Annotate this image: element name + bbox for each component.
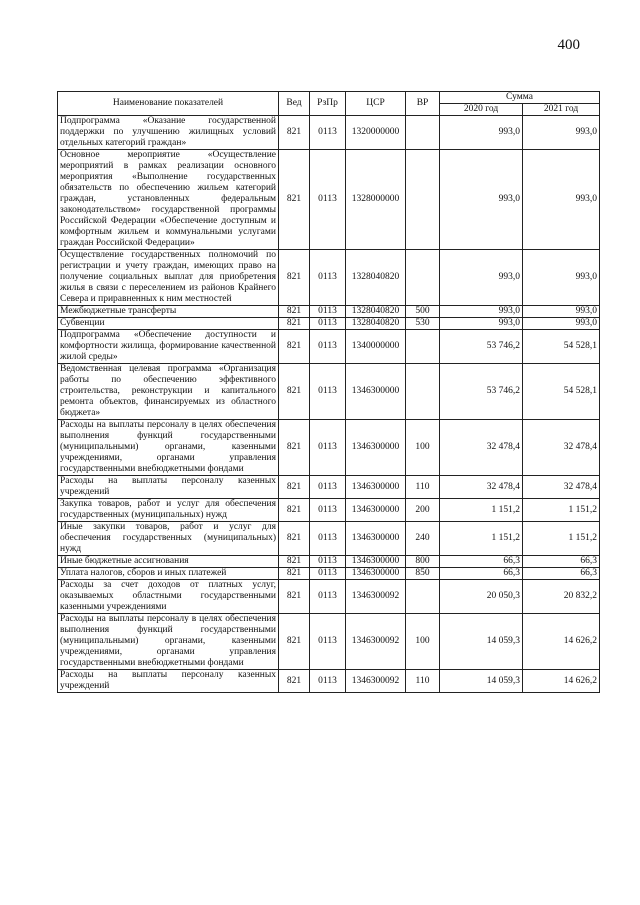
row-name-cell: Подпрограмма «Оказание государственной поддержки по улучшению жилищных условий отдельных категорий граждан» xyxy=(58,116,279,150)
row-2021-cell: 1 151,2 xyxy=(523,522,600,556)
table-row xyxy=(58,614,600,670)
header-ved: Вед xyxy=(279,92,310,116)
row-csr-cell: 1346300092 xyxy=(346,580,406,614)
row-csr-cell: 1328000000 xyxy=(346,150,406,250)
table-row xyxy=(58,420,600,476)
row-csr-cell: 1328040820 xyxy=(346,306,406,318)
row-2020-cell: 32 478,4 xyxy=(440,420,523,476)
table-row xyxy=(58,116,600,150)
row-rzpr-cell: 0113 xyxy=(310,556,346,568)
row-2020-cell: 1 151,2 xyxy=(440,499,523,522)
table-row xyxy=(58,250,600,306)
row-vr-cell: 240 xyxy=(406,522,440,556)
row-rzpr-cell: 0113 xyxy=(310,476,346,499)
row-ved-cell: 821 xyxy=(279,250,310,306)
row-2021-cell: 14 626,2 xyxy=(523,670,600,693)
row-2020-cell: 66,3 xyxy=(440,568,523,580)
table-row xyxy=(58,556,600,568)
row-2021-cell: 66,3 xyxy=(523,568,600,580)
row-ved-cell: 821 xyxy=(279,670,310,693)
row-2020-cell: 1 151,2 xyxy=(440,522,523,556)
row-2021-cell: 66,3 xyxy=(523,556,600,568)
row-ved-cell: 821 xyxy=(279,476,310,499)
row-name-cell: Субвенции xyxy=(58,318,279,330)
row-ved-cell: 821 xyxy=(279,522,310,556)
row-name-cell: Расходы за счет доходов от платных услуг, оказываемых областными государственными казенными учреждениями xyxy=(58,580,279,614)
row-rzpr-cell: 0113 xyxy=(310,364,346,420)
row-name-cell: Ведомственная целевая программа «Организация работы по обеспечению эффективного строительства, реконструкции и капитального ремонта объектов, финансируемых из областного бюджета» xyxy=(58,364,279,420)
table-row xyxy=(58,568,600,580)
table-row xyxy=(58,150,600,250)
row-rzpr-cell: 0113 xyxy=(310,499,346,522)
header-year-2021: 2021 год xyxy=(523,104,600,116)
row-2020-cell: 993,0 xyxy=(440,250,523,306)
row-2020-cell: 53 746,2 xyxy=(440,364,523,420)
row-csr-cell: 1328040820 xyxy=(346,318,406,330)
row-name-cell: Иные закупки товаров, работ и услуг для обеспечения государственных (муниципальных) нужд xyxy=(58,522,279,556)
row-name-cell: Расходы на выплаты персоналу в целях обеспечения выполнения функций государственными (муниципальными) органами, казенными учреждениями, органами управления государственными внебюджетными фондами xyxy=(58,420,279,476)
row-ved-cell: 821 xyxy=(279,306,310,318)
row-2020-cell: 993,0 xyxy=(440,116,523,150)
row-vr-cell: 800 xyxy=(406,556,440,568)
row-ved-cell: 821 xyxy=(279,614,310,670)
row-2021-cell: 54 528,1 xyxy=(523,330,600,364)
row-2021-cell: 20 832,2 xyxy=(523,580,600,614)
row-rzpr-cell: 0113 xyxy=(310,150,346,250)
row-name-cell: Расходы на выплаты персоналу казенных учреждений xyxy=(58,476,279,499)
table-row xyxy=(58,318,600,330)
row-csr-cell: 1346300000 xyxy=(346,420,406,476)
row-2021-cell: 14 626,2 xyxy=(523,614,600,670)
row-2020-cell: 53 746,2 xyxy=(440,330,523,364)
row-rzpr-cell: 0113 xyxy=(310,330,346,364)
row-name-cell: Расходы на выплаты персоналу в целях обеспечения выполнения функций государственными (муниципальными) органами, казенными учреждениями, органами управления государственными внебюджетными фондами xyxy=(58,614,279,670)
row-name-cell: Межбюджетные трансферты xyxy=(58,306,279,318)
row-name-cell: Иные бюджетные ассигнования xyxy=(58,556,279,568)
table-row xyxy=(58,364,600,420)
row-name-cell: Основное мероприятие «Осуществление мероприятий в рамках реализации основного мероприятия «Выполнение государственных обязательств по обеспечению жильем категорий граждан, установленных федеральным законодательством» государственной программы Российской Федерации «Обеспечение доступным и комфортным жильем и коммунальными услугами граждан Российской Федерации» xyxy=(58,150,279,250)
table-row xyxy=(58,306,600,318)
row-rzpr-cell: 0113 xyxy=(310,614,346,670)
row-ved-cell: 821 xyxy=(279,150,310,250)
row-csr-cell: 1346300000 xyxy=(346,556,406,568)
row-ved-cell: 821 xyxy=(279,556,310,568)
row-csr-cell: 1346300092 xyxy=(346,614,406,670)
row-rzpr-cell: 0113 xyxy=(310,116,346,150)
row-2020-cell: 66,3 xyxy=(440,556,523,568)
header-csr: ЦСР xyxy=(346,92,406,116)
row-2021-cell: 54 528,1 xyxy=(523,364,600,420)
table-row xyxy=(58,499,600,522)
row-vr-cell: 110 xyxy=(406,476,440,499)
table-row xyxy=(58,580,600,614)
row-vr-cell xyxy=(406,250,440,306)
row-rzpr-cell: 0113 xyxy=(310,522,346,556)
row-2020-cell: 32 478,4 xyxy=(440,476,523,499)
header-vr: ВР xyxy=(406,92,440,116)
header-rzpr: РзПр xyxy=(310,92,346,116)
row-vr-cell: 100 xyxy=(406,614,440,670)
row-rzpr-cell: 0113 xyxy=(310,568,346,580)
row-rzpr-cell: 0113 xyxy=(310,670,346,693)
row-vr-cell: 850 xyxy=(406,568,440,580)
row-2021-cell: 993,0 xyxy=(523,150,600,250)
row-name-cell: Расходы на выплаты персоналу казенных учреждений xyxy=(58,670,279,693)
row-ved-cell: 821 xyxy=(279,330,310,364)
row-ved-cell: 821 xyxy=(279,499,310,522)
row-2020-cell: 993,0 xyxy=(440,318,523,330)
row-2020-cell: 14 059,3 xyxy=(440,614,523,670)
table-row xyxy=(58,522,600,556)
row-2021-cell: 993,0 xyxy=(523,318,600,330)
row-name-cell: Закупка товаров, работ и услуг для обеспечения государственных (муниципальных) нужд xyxy=(58,499,279,522)
table-row xyxy=(58,476,600,499)
row-2021-cell: 993,0 xyxy=(523,116,600,150)
row-rzpr-cell: 0113 xyxy=(310,306,346,318)
row-2021-cell: 32 478,4 xyxy=(523,476,600,499)
row-ved-cell: 821 xyxy=(279,318,310,330)
row-vr-cell xyxy=(406,364,440,420)
row-2020-cell: 14 059,3 xyxy=(440,670,523,693)
header-sum: Сумма xyxy=(440,92,600,104)
row-csr-cell: 1346300000 xyxy=(346,476,406,499)
row-2021-cell: 993,0 xyxy=(523,306,600,318)
row-rzpr-cell: 0113 xyxy=(310,420,346,476)
row-name-cell: Осуществление государственных полномочий по регистрации и учету граждан, имеющих право на получение социальных выплат для приобретения жилья в связи с переселением из районов Крайнего Севера и приравненных к ним местностей xyxy=(58,250,279,306)
row-vr-cell: 200 xyxy=(406,499,440,522)
row-vr-cell xyxy=(406,580,440,614)
row-rzpr-cell: 0113 xyxy=(310,318,346,330)
row-vr-cell: 110 xyxy=(406,670,440,693)
row-csr-cell: 1346300000 xyxy=(346,568,406,580)
row-2021-cell: 1 151,2 xyxy=(523,499,600,522)
row-vr-cell xyxy=(406,150,440,250)
row-csr-cell: 1340000000 xyxy=(346,330,406,364)
row-csr-cell: 1346300000 xyxy=(346,522,406,556)
row-csr-cell: 1346300000 xyxy=(346,499,406,522)
header-name: Наименование показателей xyxy=(58,92,279,116)
row-csr-cell: 1320000000 xyxy=(346,116,406,150)
row-2020-cell: 20 050,3 xyxy=(440,580,523,614)
row-2020-cell: 993,0 xyxy=(440,306,523,318)
row-ved-cell: 821 xyxy=(279,568,310,580)
row-rzpr-cell: 0113 xyxy=(310,250,346,306)
row-csr-cell: 1346300092 xyxy=(346,670,406,693)
row-vr-cell: 530 xyxy=(406,318,440,330)
row-vr-cell: 100 xyxy=(406,420,440,476)
table-body xyxy=(58,116,600,693)
row-vr-cell xyxy=(406,330,440,364)
page-number: 400 xyxy=(557,37,580,53)
row-name-cell: Подпрограмма «Обеспечение доступности и комфортности жилища, формирование качественной жилой среды» xyxy=(58,330,279,364)
row-csr-cell: 1346300000 xyxy=(346,364,406,420)
row-2020-cell: 993,0 xyxy=(440,150,523,250)
row-ved-cell: 821 xyxy=(279,420,310,476)
row-vr-cell: 500 xyxy=(406,306,440,318)
row-2021-cell: 32 478,4 xyxy=(523,420,600,476)
row-ved-cell: 821 xyxy=(279,364,310,420)
table-row xyxy=(58,330,600,364)
row-ved-cell: 821 xyxy=(279,580,310,614)
header-year-2020: 2020 год xyxy=(440,104,523,116)
table-row xyxy=(58,670,600,693)
budget-table xyxy=(57,91,600,693)
row-2021-cell: 993,0 xyxy=(523,250,600,306)
row-vr-cell xyxy=(406,116,440,150)
row-name-cell: Уплата налогов, сборов и иных платежей xyxy=(58,568,279,580)
row-ved-cell: 821 xyxy=(279,116,310,150)
row-csr-cell: 1328040820 xyxy=(346,250,406,306)
row-rzpr-cell: 0113 xyxy=(310,580,346,614)
